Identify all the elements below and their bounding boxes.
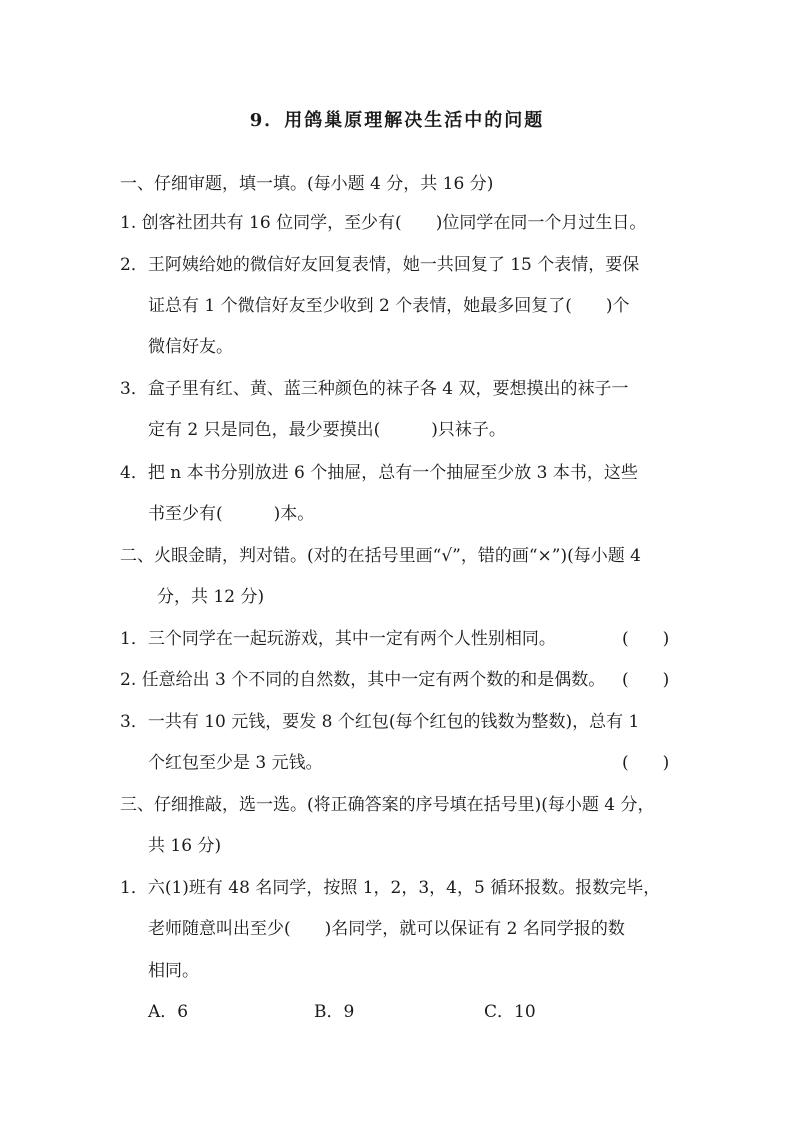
section2-question-3-line-1: 3．一共有 10 元钱，要发 8 个红包(每个红包的钱数为整数)，总有 1	[120, 712, 640, 732]
section3-heading-line-2: 共 16 分)	[148, 836, 222, 856]
section3-question-1-line-1: 1．六(1)班有 48 名同学，按照 1，2，3，4，5 循环报数。报数完毕，	[120, 878, 661, 898]
section3-question-1-line-2: 老师随意叫出至少( )名同学，就可以保证有 2 名同学报的数	[148, 919, 625, 939]
section2-question-1: 1．三个同学在一起玩游戏，其中一定有两个人性别相同。	[120, 629, 556, 649]
section2-heading-line-1: 二、火眼金睛，判对错。(对的在括号里画“√”，错的画“×”)(每小题 4	[120, 546, 641, 566]
section3-heading-line-1: 三、仔细推敲，选一选。(将正确答案的序号填在括号里)(每小题 4 分，	[120, 795, 655, 815]
option-b: B．9	[314, 1002, 355, 1022]
section1-question-4-line-2: 书至少有( )本。	[148, 504, 315, 524]
option-c: C．10	[484, 1002, 536, 1022]
section1-question-2-line-3: 微信好友。	[148, 337, 233, 357]
page-title: 9．用鸽巢原理解决生活中的问题	[249, 110, 545, 131]
answer-parentheses: ( )	[622, 670, 670, 690]
answer-parentheses: ( )	[622, 629, 670, 649]
section1-heading: 一、仔细审题，填一填。(每小题 4 分，共 16 分)	[120, 174, 494, 194]
section3-question-1-line-3: 相同。	[148, 961, 199, 981]
section1-question-3-line-2: 定有 2 只是同色，最少要摸出( )只袜子。	[148, 420, 506, 440]
section1-question-2-line-1: 2．王阿姨给她的微信好友回复表情，她一共回复了 15 个表情，要保	[120, 255, 640, 275]
section2-question-2: 2. 任意给出 3 个不同的自然数，其中一定有两个数的和是偶数。	[120, 670, 606, 690]
section1-question-1: 1. 创客社团共有 16 位同学，至少有( )位同学在同一个月过生日。	[120, 213, 647, 233]
answer-parentheses: ( )	[622, 753, 670, 773]
section2-question-3-line-2: 个红包至少是 3 元钱。	[148, 753, 323, 773]
section2-heading-line-2: 分，共 12 分)	[157, 587, 265, 607]
section1-question-3-line-1: 3．盒子里有红、黄、蓝三种颜色的袜子各 4 双，要想摸出的袜子一	[120, 379, 629, 399]
section1-question-4-line-1: 4．把 n 本书分别放进 6 个抽屉，总有一个抽屉至少放 3 本书，这些	[120, 463, 638, 483]
section1-question-2-line-2: 证总有 1 个微信好友至少收到 2 个表情，她最多回复了( )个	[148, 296, 630, 316]
option-a: A．6	[148, 1002, 189, 1022]
